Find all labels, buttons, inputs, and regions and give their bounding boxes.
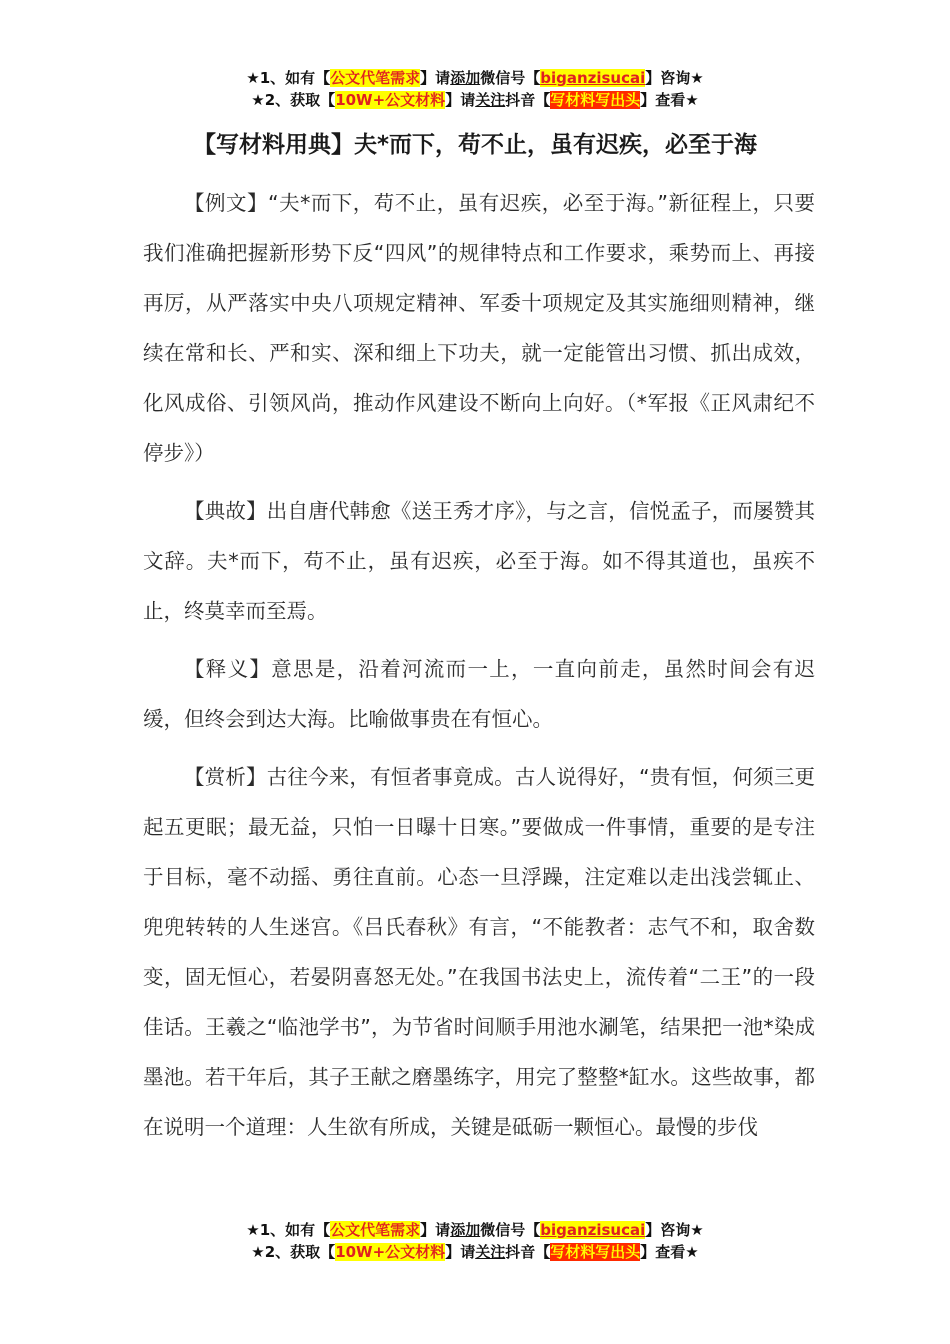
banner-underlined-text: 添加: [450, 69, 481, 87]
paragraph-allusion: 【典故】出自唐代韩愈《送王秀才序》，与之言，信悦孟子，而屡赞其文辞。夫*而下，苟不止，虽有迟疾，必至于海。如不得其道也，虽疾不止，终莫幸而至焉。: [143, 499, 815, 623]
banner-text: 】查看★: [640, 1243, 699, 1261]
banner-line-1: [0, 67, 950, 89]
highlight-materials: 10W+公文材料: [335, 1243, 446, 1261]
banner-text: 抖音【: [505, 91, 551, 109]
paragraph-meaning: 【释义】意思是，沿着河流而一上，一直向前走，虽然时间会有迟缓，但终会到达大海。比喻做事贵在有恒心。: [143, 657, 815, 731]
banner-line-2: [0, 1241, 950, 1263]
banner-underlined-text: 关注: [475, 91, 506, 109]
header-banner: [0, 67, 950, 111]
paragraph-example: 【例文】“夫*而下，苟不止，虽有迟疾，必至于海。”新征程上，只要我们准确把握新形势下反“四风”的规律特点和工作要求，乘势而上、再接再厉，从严落实中央八项规定精神、军委十项规定及其实施细则精神，继续在常和长、严和实、深和细上下功夫，就一定能管出习惯、抓出成效，化风成俗、引领风尚，推动作风建设不断向上向好。（*军报《正风肃纪不停步》）: [143, 191, 815, 465]
highlight-wechat-id: biganzisucai: [540, 69, 646, 87]
banner-text: 】请: [445, 1243, 476, 1261]
highlight-douyin-account: 写材料写出头: [550, 1243, 641, 1261]
highlight-writing-service: 公文代笔需求: [330, 69, 421, 87]
highlight-douyin-account: 写材料写出头: [550, 91, 641, 109]
banner-text: 抖音【: [505, 1243, 551, 1261]
banner-text: ★2、获取【: [251, 1243, 336, 1261]
banner-text: 】查看★: [640, 91, 699, 109]
highlight-wechat-id: biganzisucai: [540, 1221, 646, 1239]
banner-line-2: [0, 89, 950, 111]
banner-text: 】请: [420, 69, 451, 87]
banner-text: 】咨询★: [645, 69, 704, 87]
banner-text: 】请: [445, 91, 476, 109]
banner-line-1: [0, 1219, 950, 1241]
banner-text: 微信号【: [480, 69, 541, 87]
banner-text: 】咨询★: [645, 1221, 704, 1239]
banner-underlined-text: 添加: [450, 1221, 481, 1239]
document-title: 【写材料用典】夫*而下，苟不止，虽有迟疾，必至于海: [192, 132, 758, 158]
banner-text: ★2、获取【: [251, 91, 336, 109]
banner-text: ★1、如有【: [246, 69, 331, 87]
banner-underlined-text: 关注: [475, 1243, 506, 1261]
document-body: [143, 178, 815, 1160]
highlight-materials: 10W+公文材料: [335, 91, 446, 109]
banner-text: 】请: [420, 1221, 451, 1239]
paragraph-appreciation: 【赏析】古往今来，有恒者事竟成。古人说得好，“贵有恒，何须三更起五更眠；最无益，只怕一日曝十日寒。”要做成一件事情，重要的是专注于目标，毫不动摇、勇往直前。心态一旦浮躁，注定难以走出浅尝辄止、兜兜转转的人生迷宫。《吕氏春秋》有言，“不能教者：志气不和，取舍数变，固无恒心，若晏阴喜怒无处。”在我国书法史上，流传着“二王”的一段佳话。王羲之“临池学书”，为节省时间顺手用池水涮笔，结果把一池*染成墨池。若干年后，其子王献之磨墨练字，用完了整整*缸水。这些故事，都在说明一个道理：人生欲有所成，关键是砥砺一颗恒心。最慢的步伐: [143, 765, 815, 1139]
banner-text: ★1、如有【: [246, 1221, 331, 1239]
highlight-writing-service: 公文代笔需求: [330, 1221, 421, 1239]
footer-banner: [0, 1219, 950, 1263]
banner-text: 微信号【: [480, 1221, 541, 1239]
